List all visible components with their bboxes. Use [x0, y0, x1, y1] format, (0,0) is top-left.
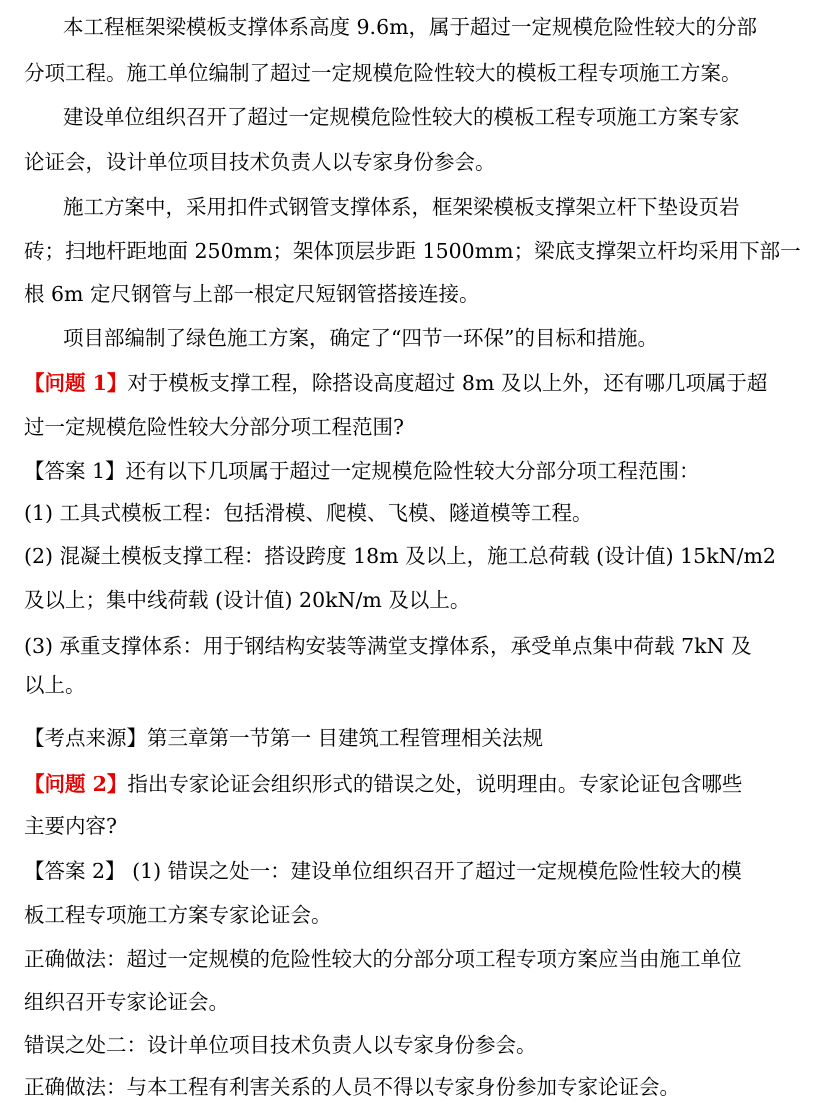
answer-1-item-2: (2) 混凝土模板支撑工程：搭设跨度 18m 及以上，施工总荷载 (设计值) 15kN/m2	[24, 544, 776, 568]
answer-2-line-1: 【答案 2】 (1) 错误之处一：建设单位组织召开了超过一定规模危险性较大的模	[24, 859, 742, 883]
question-2-label: 【问题 2】	[24, 772, 128, 796]
question-2-text: 指出专家论证会组织形式的错误之处，说明理由。专家论证包含哪些	[127, 772, 743, 796]
paragraph-line: 建设单位组织召开了超过一定规模危险性较大的模板工程专项施工方案专家	[63, 105, 740, 129]
answer-1-item-3-cont: 以上。	[24, 673, 86, 697]
paragraph-line: 项目部编制了绿色施工方案，确定了“四节一环保”的目标和措施。	[63, 326, 658, 350]
answer-2-line-5: 错误之处二：设计单位项目技术负责人以专家身份参会。	[24, 1033, 537, 1057]
paragraph-line: 分项工程。施工单位编制了超过一定规模危险性较大的模板工程专项施工方案。	[24, 61, 742, 85]
question-1	[24, 370, 767, 396]
answer-2-line-6: 正确做法：与本工程有利害关系的人员不得以专家身份参加专家论证会。	[24, 1075, 680, 1099]
paragraph-line: 砖；扫地杆距地面 250mm；架体顶层步距 1500mm；梁底支撑架立杆均采用下部一	[24, 239, 801, 263]
question-1-text: 对于模板支撑工程，除搭设高度超过 8m 及以上外，还有哪几项属于超	[127, 371, 768, 395]
paragraph-line: 根 6m 定尺钢管与上部一根定尺短钢管搭接连接。	[24, 282, 480, 306]
question-1-line-2: 过一定规模危险性较大分部分项工程范围?	[24, 415, 404, 439]
answer-1-item-3: (3) 承重支撑体系：用于钢结构安装等满堂支撑体系，承受单点集中荷载 7kN 及	[24, 634, 752, 658]
paragraph-line: 施工方案中，采用扣件式钢管支撑体系，框架梁模板支撑架立杆下垫设页岩	[63, 195, 740, 219]
answer-2-line-2: 板工程专项施工方案专家论证会。	[24, 903, 332, 927]
question-2	[24, 771, 742, 797]
question-2-line-2: 主要内容?	[24, 814, 117, 838]
paragraph-line: 论证会，设计单位项目技术负责人以专家身份参会。	[24, 150, 496, 174]
answer-2-line-4: 组织召开专家论证会。	[24, 990, 229, 1014]
answer-1-item-1: (1) 工具式模板工程：包括滑模、爬模、飞模、隧道模等工程。	[24, 501, 593, 525]
question-1-label: 【问题 1】	[24, 371, 128, 395]
answer-2-line-3: 正确做法：超过一定规模的危险性较大的分部分项工程专项方案应当由施工单位	[24, 947, 742, 971]
answer-1-heading: 【答案 1】还有以下几项属于超过一定规模危险性较大分部分项工程范围：	[24, 459, 700, 483]
answer-1-item-2-cont: 及以上；集中线荷载 (设计值) 20kN/m 及以上。	[24, 588, 471, 612]
source-reference: 【考点来源】第三章第一节第一 目建筑工程管理相关法规	[24, 726, 544, 750]
paragraph-line: 本工程框架梁模板支撑体系高度 9.6m，属于超过一定规模危险性较大的分部	[63, 15, 758, 39]
